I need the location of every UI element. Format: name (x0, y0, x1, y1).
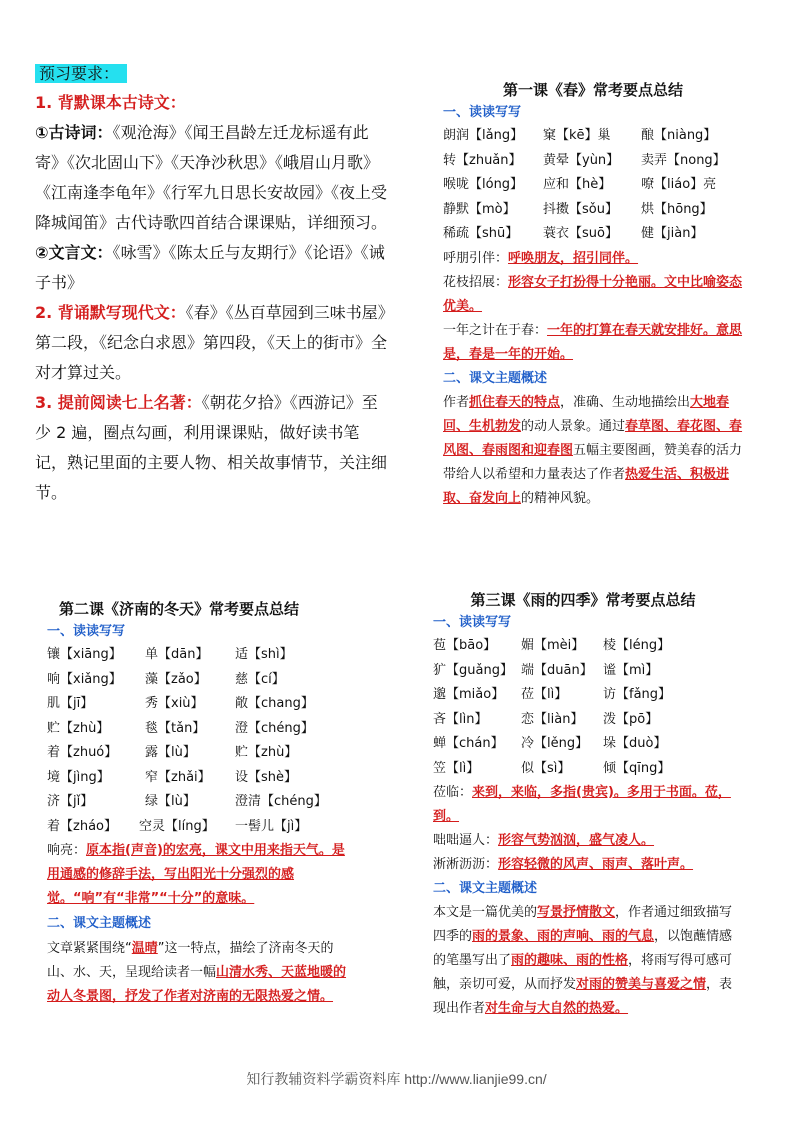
word-row (47, 766, 347, 791)
summary-text: 的精神风貌。 (521, 490, 600, 506)
word-cell: 烘【hōng】 (641, 201, 713, 217)
summary-highlight: 山清水秀、天蓝地暖的动人冬景图，抒发了作者对济南的无限热爱之情。 (47, 965, 347, 1004)
word-cell: 笠【lì】 (433, 760, 480, 776)
word-cell: 澄清【chéng】 (235, 794, 327, 809)
classical-label: ②文言文： (35, 243, 113, 262)
word-cell: 谧【mì】 (603, 662, 659, 678)
word-cell: 朗润【lǎng】 (443, 128, 524, 143)
item3-text: 《朝花夕拾》《西游记》至少 2 遍，圈点勾画，利用课课贴，做好读书笔记，熟记里面的主要人物、相关故事情节，关注细节。 (35, 393, 388, 502)
summary-highlight: 春草图、春花图、春风图、春雨图和迎春图 (443, 418, 743, 458)
word-cell: 冷【lěng】 (521, 736, 589, 751)
summary-text: 文章紧紧围绕“ (47, 941, 132, 956)
word-row (443, 124, 743, 149)
word-cell: 窠【kē】巢 (543, 128, 611, 143)
lesson1-definition (443, 271, 743, 319)
summary-text: 的动人景象。通过 (521, 418, 626, 434)
word-cell: 苞【bāo】 (433, 638, 497, 653)
word-row (433, 683, 733, 708)
lesson3-sec2-heading: 二、课文主题概述 (433, 881, 538, 896)
word-row (433, 732, 733, 757)
lesson2-definition (47, 839, 347, 911)
lesson3-definition (433, 853, 733, 877)
summary-highlight: 写景抒情散文 (537, 905, 616, 920)
word-row (47, 643, 347, 668)
definition-term: 花枝招展： (443, 274, 509, 290)
word-cell: 设【shè】 (235, 769, 298, 785)
word-cell: 似【sì】 (521, 760, 571, 776)
word-cell: 响【xiǎng】 (47, 671, 122, 687)
lesson3-title: 第三课《雨的四季》常考要点总结 (470, 591, 696, 609)
word-cell: 露【lù】 (145, 745, 196, 760)
word-cell: 秀【xiù】 (145, 696, 204, 711)
lesson3-definition (433, 781, 733, 829)
word-row (47, 668, 347, 693)
summary-text: 五幅主要图画，赞美春的活力带给人以希望和力量表达了作者 (443, 442, 743, 482)
word-row (47, 692, 347, 717)
word-row (47, 790, 347, 815)
definition-text: 形容女子打扮得十分艳丽。文中比喻姿态优美。 (443, 274, 743, 314)
word-cell: 端【duān】 (521, 662, 593, 678)
word-cell: 适【shì】 (235, 647, 293, 662)
word-row (443, 222, 743, 247)
definition-text: 原本指(声音)的宏亮，课文中用来指天气。是用通感的修辞手法，写出阳光十分强烈的感觉。“响”有“非常”“十分”的意味。 (47, 843, 345, 906)
definition-term: 咄咄逼人： (433, 833, 499, 848)
item2-label: 2. 背诵默写现代文： (35, 303, 186, 322)
word-cell: 着【zhuó】 (47, 745, 118, 760)
item2-paragraph (35, 298, 390, 388)
lesson3-definition (433, 829, 733, 853)
word-cell: 卖弄【nong】 (641, 152, 726, 168)
definition-text: 形容轻微的风声、雨声、落叶声。 (498, 857, 694, 872)
preview-requirements (35, 60, 390, 508)
word-cell: 贮【zhù】 (235, 745, 298, 760)
summary-text: ”这一特点，描绘了济南冬天的山、水、天，呈现给读者一幅 (47, 941, 334, 980)
word-row (443, 149, 743, 174)
summary-text: ，以饱蘸情感的笔墨写出了 (433, 929, 733, 968)
word-row (443, 173, 743, 198)
word-cell: 媚【mèi】 (521, 638, 585, 653)
lesson3-word-table (433, 634, 733, 781)
lesson2-section (47, 597, 347, 1009)
lesson3-summary (433, 901, 733, 1021)
lesson1-word-table (443, 124, 743, 247)
word-row (47, 815, 347, 840)
word-cell: 毯【tǎn】 (145, 720, 206, 736)
lesson1-sec2-heading: 二、课文主题概述 (443, 370, 548, 386)
word-cell: 空灵【líng】 (139, 818, 215, 834)
lesson1-sec1-heading: 一、读读写写 (443, 105, 522, 120)
word-cell: 转【zhuǎn】 (443, 152, 522, 168)
word-cell: 邈【miǎo】 (433, 687, 505, 702)
definition-term: 呼朋引伴： (443, 250, 509, 266)
word-cell: 健【jiàn】 (641, 226, 704, 241)
word-cell: 肌【jī】 (47, 696, 94, 711)
poems-label: ①古诗词： (35, 123, 113, 142)
footer-watermark: 知行教辅资料学霸资料库 http://www.lianjie99.cn/ (246, 1071, 547, 1087)
word-row (47, 717, 347, 742)
summary-text: ，表现出作者 (433, 977, 733, 1016)
item2-text: 《春》《丛百草园到三味书屋》第二段，《纪念白求恩》第四段，《天上的街市》全对才算过关。 (35, 303, 388, 382)
word-cell: 镶【xiāng】 (47, 647, 122, 662)
lesson3-sec1-heading: 一、读读写写 (433, 615, 512, 630)
word-row (433, 757, 733, 782)
word-cell: 蓑衣【suō】 (543, 226, 618, 241)
word-cell: 嘹【liáo】亮 (641, 177, 717, 192)
word-cell: 济【jǐ】 (47, 794, 94, 809)
poems-text: 《观沧海》《闻王昌龄左迁龙标遥有此寄》《次北固山下》《天净沙秋思》《峨眉山月歌》《江南逢李龟年》《行军九日思长安故园》《夜上受降城闻笛》古代诗歌四首结合课课贴，详细预习。 (35, 123, 388, 232)
poems-paragraph (35, 118, 390, 238)
word-cell: 着【zháo】 (47, 818, 117, 834)
word-cell: 贮【zhù】 (47, 720, 110, 736)
word-cell: 藻【zǎo】 (145, 671, 207, 687)
word-cell: 澄【chéng】 (235, 720, 314, 736)
word-cell: 莅【lì】 (521, 687, 568, 702)
lesson1-section (443, 78, 743, 511)
word-cell: 喉咙【lóng】 (443, 177, 524, 192)
word-cell: 犷【guǎng】 (433, 662, 513, 678)
word-cell: 稀疏【shū】 (443, 226, 519, 241)
definition-text: 呼唤朋友，招引同伴。 (508, 250, 639, 266)
summary-text: ，作者通过细致描写四季的 (433, 905, 733, 944)
summary-highlight: 雨的景象、雨的声响、雨的气息 (472, 929, 655, 944)
word-cell: 访【fǎng】 (603, 687, 672, 702)
word-cell: 恋【liàn】 (521, 711, 584, 727)
summary-highlight: 对雨的赞美与喜爱之情 (576, 977, 707, 992)
definition-term: 一年之计在于春： (443, 322, 548, 338)
lesson1-definition (443, 319, 743, 367)
lesson2-word-table (47, 643, 347, 839)
lesson2-title: 第二课《济南的冬天》常考要点总结 (59, 600, 300, 618)
preview-heading: 预习要求： (35, 60, 390, 88)
item3-label: 3. 提前阅读七上名著： (35, 393, 202, 412)
word-cell: 慈【cí】 (235, 671, 285, 687)
word-row (433, 634, 733, 659)
summary-highlight: 雨的趣味、雨的性格 (511, 953, 629, 968)
word-cell: 棱【léng】 (603, 638, 671, 653)
word-row (433, 708, 733, 733)
lesson3-section (433, 588, 733, 1021)
word-row (443, 198, 743, 223)
word-cell: 境【jìng】 (47, 769, 110, 785)
word-cell: 一髻儿【jì】 (235, 818, 308, 834)
word-cell: 静默【mò】 (443, 201, 516, 217)
word-cell: 酿【niàng】 (641, 128, 717, 143)
word-cell: 泼【pō】 (603, 711, 659, 727)
word-cell: 抖擞【sǒu】 (543, 201, 618, 217)
definition-text: 形容气势汹汹，盛气凌人。 (498, 833, 655, 848)
item3-paragraph (35, 388, 390, 508)
summary-text: ，将雨写得可感可触，亲切可爱，从而抒发 (433, 953, 733, 992)
item1-label: 1. 背默课本古诗文： (35, 93, 186, 112)
summary-text: ，准确、生动地描绘出 (560, 394, 691, 410)
definition-term: 莅临： (433, 785, 473, 800)
definition-text: 一年的打算在春天就安排好。意思是，春是一年的开始。 (443, 322, 743, 362)
summary-highlight: 热爱生活、积极进取、奋发向上 (443, 466, 730, 506)
word-row (433, 659, 733, 684)
word-row (47, 741, 347, 766)
definition-term: 淅淅沥沥： (433, 857, 499, 872)
summary-text: 本文是一篇优美的 (433, 905, 538, 920)
word-cell: 窄【zhǎi】 (145, 769, 211, 785)
lesson1-summary (443, 391, 743, 511)
summary-highlight: 抓住春天的特点 (469, 394, 561, 410)
lesson2-sec2-heading: 二、课文主题概述 (47, 916, 152, 931)
classical-text: 《咏雪》《陈太丘与友期行》《论语》《诫子书》 (35, 243, 385, 292)
summary-highlight: 大地春回、生机勃发 (443, 394, 730, 434)
word-cell: 应和【hè】 (543, 177, 612, 192)
lesson1-title: 第一课《春》常考要点总结 (502, 81, 683, 99)
definition-term: 响亮： (47, 843, 87, 858)
word-cell: 绿【lù】 (145, 794, 196, 809)
word-cell: 吝【lìn】 (433, 711, 488, 727)
word-cell: 蝉【chán】 (433, 736, 504, 751)
classical-paragraph (35, 238, 390, 298)
summary-highlight: 温晴 (131, 941, 158, 956)
lesson1-definition (443, 247, 743, 271)
word-cell: 敞【chang】 (235, 696, 314, 711)
word-cell: 黄晕【yùn】 (543, 152, 620, 168)
lesson2-sec1-heading: 一、读读写写 (47, 624, 126, 639)
word-cell: 垛【duò】 (603, 736, 667, 751)
summary-highlight: 对生命与大自然的热爱。 (485, 1001, 629, 1016)
word-cell: 单【dān】 (145, 647, 209, 662)
word-cell: 倾【qīng】 (603, 760, 671, 776)
summary-text: 作者 (443, 394, 470, 410)
lesson2-summary (47, 937, 347, 1009)
definition-text: 来到，来临，多指(贵宾)。多用于书面。莅，到。 (433, 785, 731, 824)
